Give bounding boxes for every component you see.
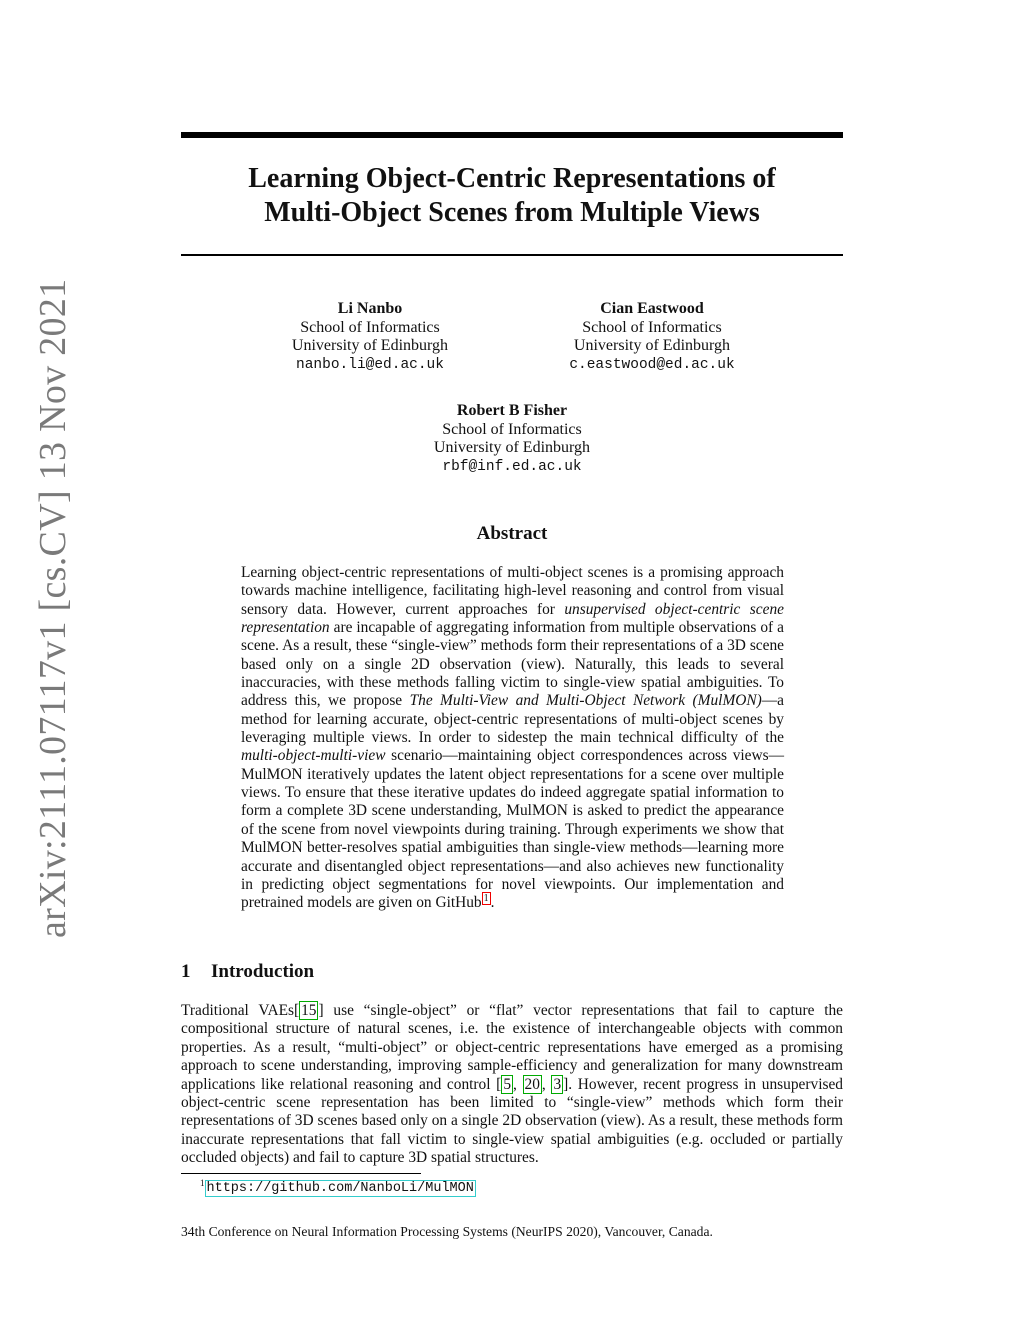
citation-link[interactable]: 20 (524, 1075, 540, 1093)
title-line-2: Multi-Object Scenes from Multiple Views (264, 197, 760, 228)
paragraph-text: ] use “single-object” or “flat” vector representations that fail to capture the compositional structure of natural scenes, i.e. the existence of interchangeable objects with common properties. As a result, “multi-object” or object-centric representations have emerged as a promising approach to scene understanding, improving sample-efficiency and generalization for many downstream applications like relational reasoning and control [ (181, 1002, 843, 1093)
footnote-mark: 1 (200, 1178, 205, 1188)
author-name: Robert B Fisher (456, 402, 568, 419)
author-block-1 (250, 300, 490, 374)
citation-link[interactable]: 5 (503, 1075, 512, 1093)
section-number: 1 (181, 961, 191, 982)
author-university: University of Edinburgh (291, 337, 449, 354)
abstract-text: Learning object-centric representations of multi-object scenes is a promising approach towards machine intelligence, facilitating high-level reasoning and control from visual sensory data. However, current approaches for (241, 564, 784, 618)
author-email: rbf@inf.ed.ac.uk (442, 458, 582, 475)
author-university: University of Edinburgh (433, 439, 591, 456)
author-email: nanbo.li@ed.ac.uk (296, 356, 444, 373)
author-department: School of Informatics (582, 318, 722, 336)
title-top-rule (181, 132, 843, 138)
paragraph-text: ]. However, recent progress in unsupervised object-centric scene representation has been limited to “single-view” methods which form their representations of 3D scenes based only on a single 2D observation (view). As a result, these methods form inaccurate representations that fall victim to single-view spatial ambiguities (e.g. occluded or partially occluded objects) and fail to capture 3D spatial structures. (181, 1075, 843, 1167)
abstract-text: —a method for learning accurate, object-centric representations of multi-object scenes by leveraging multiple views. In order to sidestep the main technical difficulty of the (241, 692, 785, 747)
author-department: School of Informatics (442, 420, 582, 438)
section-title: Introduction (211, 961, 315, 982)
abstract-emphasis: The Multi-View and Multi-Object Network (MulMON) (409, 692, 762, 710)
citation-separator: , (513, 1075, 523, 1093)
footnote-rule (181, 1173, 421, 1174)
citation-link[interactable]: 3 (553, 1075, 562, 1093)
introduction-paragraph (181, 1002, 843, 1168)
author-block-2 (532, 300, 772, 374)
abstract-emphasis: multi-object-multi-view (241, 747, 386, 765)
author-email: c.eastwood@ed.ac.uk (569, 356, 735, 373)
citation-separator: , (541, 1075, 552, 1093)
abstract-text: scenario—maintaining object correspondences across views—MulMON iteratively updates the latent object representations for a scene over multiple views. To ensure that these iterative updates do indeed aggregate spatial information to form a complete 3D scene understanding, MulMON is asked to predict the appearance of the scene from novel viewpoints during training. Through experiments we show that MulMON better-resolves spatial ambiguities than single-view methods—learning more accurate and disentangled object representations—and also achieves new functionality in predicting object segmentations for novel viewpoints. Our implementation and pretrained models are given on GitHub (241, 747, 784, 912)
paragraph-text: Traditional VAEs[ (181, 1002, 300, 1019)
abstract-heading: Abstract (476, 523, 548, 544)
abstract-text: . (490, 894, 495, 912)
title-line-1: Learning Object-Centric Representations of (248, 163, 776, 194)
author-block-3 (392, 402, 632, 476)
title-bottom-rule (181, 254, 843, 256)
author-university: University of Edinburgh (573, 337, 731, 354)
citation-link[interactable]: 15 (301, 1002, 317, 1019)
author-name: Cian Eastwood (600, 300, 704, 317)
abstract-text: are incapable of aggregating information from multiple observations of a scene. As a result, these “single-view” methods form their representations of a 3D scene based only on a single 2D observation (view). Naturally, this leads to several inaccuracies, with these methods falling victim to single-view spatial ambiguities. To address this, we propose (241, 619, 784, 710)
paper-title (181, 162, 843, 230)
footnote (200, 1178, 476, 1196)
abstract-body (241, 564, 784, 913)
arxiv-identifier: arXiv:2111.07117v1 [cs.CV] 13 Nov 2021 (32, 278, 74, 938)
abstract-emphasis: unsupervised object-centric scene representation (241, 600, 784, 637)
venue-footer: 34th Conference on Neural Information Processing Systems (NeurIPS 2020), Vancouver, Canada. (181, 1224, 713, 1239)
author-department: School of Informatics (300, 318, 440, 336)
footnote-link[interactable]: 1 (483, 893, 489, 905)
author-name: Li Nanbo (337, 300, 403, 317)
github-url-link[interactable]: https://github.com/NanboLi/MulMON (206, 1181, 474, 1197)
section-heading (181, 961, 314, 983)
